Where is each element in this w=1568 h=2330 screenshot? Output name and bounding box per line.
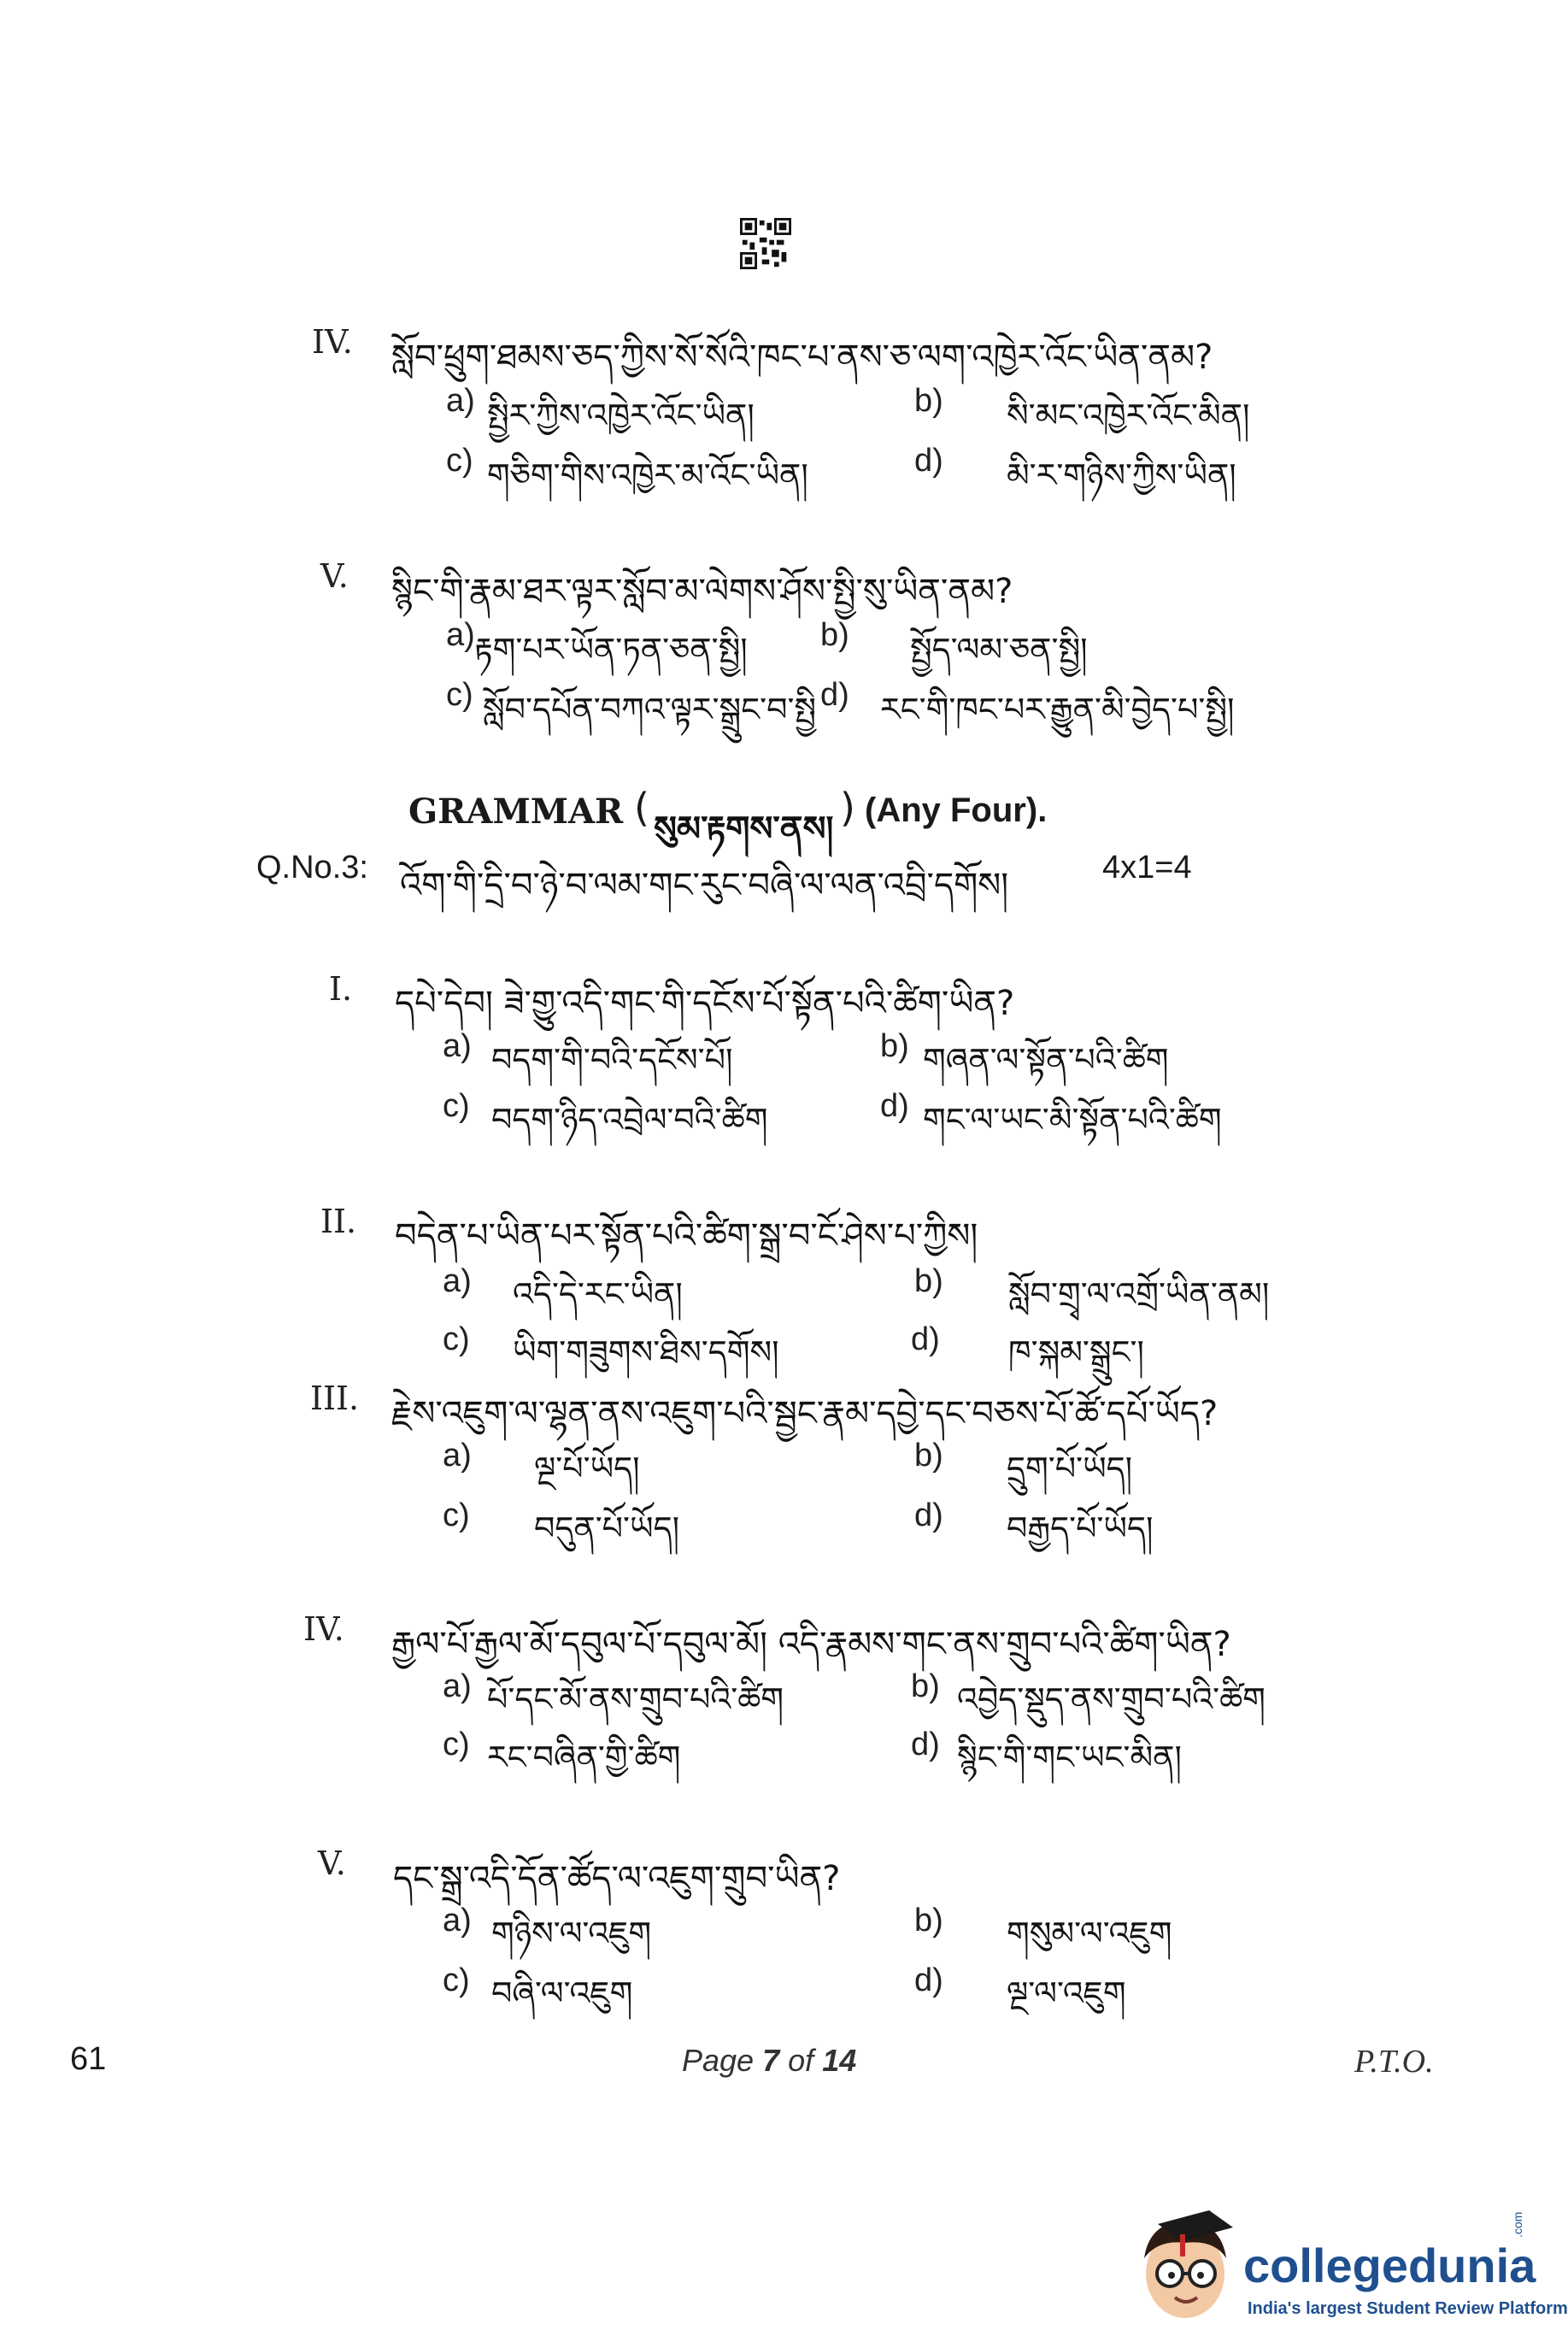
option-text: སྤྱིར་ཀྱིས་འཁྱེར་འོང་ཡིན། xyxy=(487,397,755,434)
option-letter: d) xyxy=(914,1962,943,1998)
option-text: སྙིང་གི་གང་ཡང་མིན། xyxy=(957,1739,1182,1776)
qr-code xyxy=(740,218,791,269)
option-text: རང་བཞིན་གྱི་ཚིག xyxy=(487,1739,681,1776)
option-text: གསུམ་ལ་འཇུག xyxy=(1007,1915,1172,1952)
option-letter: c) xyxy=(443,1321,470,1357)
marks-label: 4x1=4 xyxy=(1102,850,1192,886)
page-total: 14 xyxy=(822,2043,857,2078)
question-number-label: Q.No.3: xyxy=(256,850,368,886)
option-text: བདག་གི་བའི་དངོས་པོ། xyxy=(491,1041,733,1079)
paper-code: 61 xyxy=(70,2041,107,2077)
option-text: རང་གི་ཁང་པར་རྒྱུན་མི་བྱེད་པ་སྤྱི། xyxy=(880,691,1235,728)
option-letter: d) xyxy=(880,1088,909,1124)
option-text: སྤྱོད་ལམ་ཅན་སྤྱི། xyxy=(910,631,1088,668)
option-text: རྟག་པར་ཡོན་ཏན་ཅན་སྤྱི། xyxy=(474,631,748,668)
option-letter: a) xyxy=(443,1263,472,1299)
brand-tagline: India's largest Student Review Platform xyxy=(1248,2299,1568,2318)
page-number: 7 xyxy=(762,2043,780,2078)
option-text: པོ་དང་མོ་ནས་གྲུབ་པའི་ཚིག xyxy=(487,1680,784,1718)
option-letter: d) xyxy=(914,1497,943,1533)
question-number: V. xyxy=(320,557,349,595)
brand-com: .com xyxy=(1511,2211,1524,2238)
question-number: III. xyxy=(310,1380,360,1417)
option-text: མི་ར་གཉིས་ཀྱིས་ཡིན། xyxy=(1007,456,1236,494)
question-number: I. xyxy=(329,970,353,1008)
option-letter: b) xyxy=(914,383,943,419)
question-number: IV. xyxy=(312,323,353,361)
brand-name: collegedunia xyxy=(1243,2239,1536,2292)
question-number: II. xyxy=(320,1203,357,1240)
section-title: GRAMMAR xyxy=(408,791,624,832)
option-letter: b) xyxy=(914,1438,943,1474)
page-prefix: Page xyxy=(682,2043,755,2078)
option-text: ཁ་སྐམ་སྒྲུང་། xyxy=(1008,1333,1144,1371)
option-letter: c) xyxy=(443,1497,470,1533)
option-text: ལྔ་པོ་ཡོད། xyxy=(534,1450,640,1487)
option-letter: c) xyxy=(446,443,473,479)
option-text: སློབ་གྲྭ་ལ་འགྲོ་ཡིན་ནམ། xyxy=(1008,1275,1270,1313)
option-text: ལྔ་ལ་འཇུག xyxy=(1007,1974,1126,2012)
option-letter: a) xyxy=(443,1028,472,1064)
option-text: འབྱེད་སྡུད་ནས་གྲུབ་པའི་ཚིག xyxy=(957,1680,1266,1718)
option-letter: a) xyxy=(446,617,475,653)
option-letter: a) xyxy=(443,1668,472,1704)
question-text: རྗེས་འཇུག་ལ་ལྷན་ནས་འཇུག་པའི་སྦྱང་རྣམ་དབྱེ་དང་བཅས་པོ་ཚོ་དཔོ་ཡོད? xyxy=(391,1394,1219,1433)
question-text: བདེན་པ་ཡིན་པར་སྟོན་པའི་ཚིག་སྒྲ་བ་ངོ་ཤེས་པ་ཀྱིས། xyxy=(395,1216,978,1256)
option-letter: b) xyxy=(820,617,849,653)
question-text: དཔེ་དེབ། ཟེ་གྱུ་འདི་གང་གི་དངོས་པོ་སྟོན་པའི་ཚིག་ཡིན? xyxy=(395,984,1015,1023)
option-letter: c) xyxy=(443,1962,470,1998)
option-letter: d) xyxy=(911,1727,940,1762)
option-letter: b) xyxy=(914,1903,943,1939)
option-text: གཉིས་ལ་འཇུག xyxy=(491,1915,652,1952)
option-letter: b) xyxy=(911,1668,940,1704)
bracket-close: ) xyxy=(840,785,855,831)
question-text: སྙིང་གི་རྣམ་ཐར་ལྟར་སློབ་མ་ལེགས་ཤོས་སྤྱི་སུ་ཡིན་ནམ? xyxy=(391,572,1013,611)
option-text: གང་ལ་ཡང་མི་སྟོན་པའི་ཚིག xyxy=(923,1101,1222,1139)
question-text: དང་སྒྲ་འདི་དོན་ཚོད་ལ་འཇུག་གྲུབ་ཡིན? xyxy=(393,1859,841,1898)
question-number: V. xyxy=(318,1845,346,1882)
option-text: དྲུག་པོ་ཡོད། xyxy=(1007,1450,1133,1487)
option-text: བདུན་པོ་ཡོད། xyxy=(534,1509,680,1547)
option-text: བཞི་ལ་འཇུག xyxy=(491,1974,633,2012)
option-letter: c) xyxy=(443,1088,470,1124)
question-text: སློབ་ཕྲུག་ཐམས་ཅད་ཀྱིས་སོ་སོའི་ཁང་པ་ནས་ཅ་ལག་འཁྱེར་འོང་ཡིན་ནམ? xyxy=(391,338,1213,377)
instruction-text: འོག་གི་དྲི་བ་ཉེ་བ་ལམ་གང་རུང་བཞི་ལ་ལན་འབྲི་དགོས། xyxy=(400,866,1009,905)
option-text: གཞན་ལ་སྟོན་པའི་ཚིག xyxy=(923,1041,1169,1079)
option-text: ཡིག་གཟུགས་ཐིས་དགོས། xyxy=(513,1333,779,1371)
option-text: འདི་དེ་རང་ཡིན། xyxy=(513,1275,683,1313)
option-letter: a) xyxy=(443,1903,472,1939)
page-indicator xyxy=(682,2043,856,2079)
option-letter: c) xyxy=(443,1727,470,1762)
bracket-open: ( xyxy=(634,785,649,831)
option-letter: c) xyxy=(446,677,473,713)
option-letter: b) xyxy=(914,1263,943,1299)
mascot-icon xyxy=(1132,2205,1243,2325)
option-letter: d) xyxy=(914,443,943,479)
question-number: IV. xyxy=(303,1610,344,1648)
option-letter: d) xyxy=(820,677,849,713)
option-text: བདག་ཉིད་འབྲེལ་བའི་ཚིག xyxy=(491,1101,768,1139)
option-text: སི་མང་འཁྱེར་འོང་མིན། xyxy=(1007,397,1250,434)
pto-label: P.T.O. xyxy=(1354,2044,1434,2080)
page-of: of xyxy=(788,2043,814,2078)
question-text: རྒྱལ་པོ་རྒྱལ་མོ་དབུལ་པོ་དབུལ་མོ། འདི་རྣམས་གང་ནས་གྲུབ་པའི་ཚིག་ཡིན? xyxy=(391,1625,1231,1664)
option-letter: b) xyxy=(880,1028,909,1064)
option-text: བརྒྱད་པོ་ཡོད། xyxy=(1007,1509,1154,1547)
option-letter: d) xyxy=(911,1321,940,1357)
any-four-label: (Any Four). xyxy=(865,791,1048,829)
option-letter: a) xyxy=(446,383,475,419)
grammar-tibetan-heading: སུམ་རྟགས་ནས། xyxy=(654,809,834,849)
option-letter: a) xyxy=(443,1438,472,1474)
option-text: སློབ་དཔོན་བཀའ་ལྟར་སྒྲུང་བ་སྤྱི xyxy=(483,691,817,728)
option-text: གཅིག་གིས་འཁྱེར་མ་འོང་ཡིན། xyxy=(487,456,808,494)
